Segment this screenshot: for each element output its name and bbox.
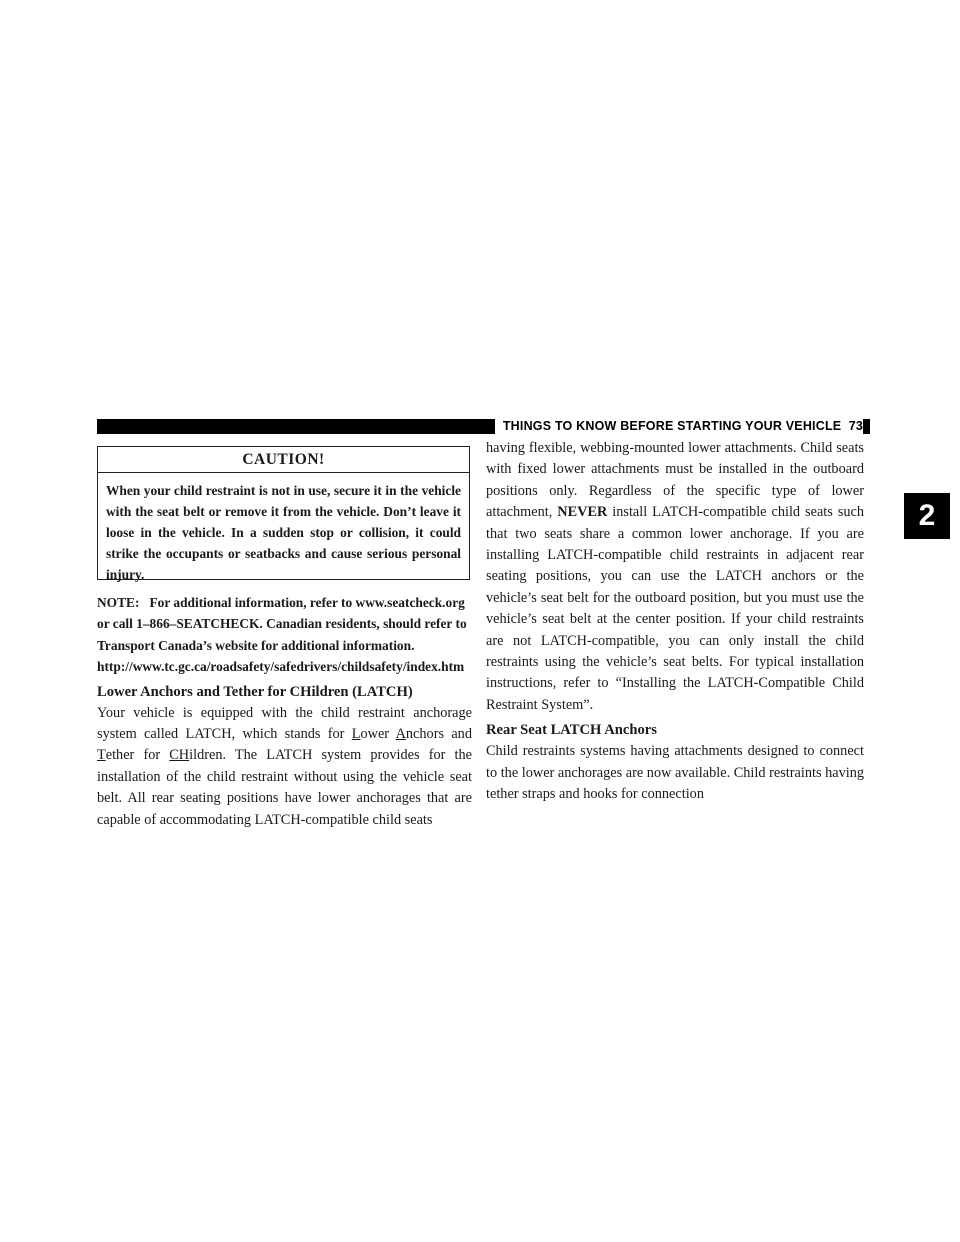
latch-text-continued: ildren. The LATCH system provides for the installation of the child restraint without using the vehicle seat belt. All rear seating positions have lower anchorages that are capable of accommodating LATCH-compatible child seats [97, 747, 472, 828]
caution-title: CAUTION! [98, 447, 469, 473]
right-column [486, 438, 864, 806]
caution-body: When your child restraint is not in use, secure it in the vehicle with the seat belt or remove it from the vehicle. Don’t leave it loose in the vehicle. In a sudden stop or collision, it could strike the occupants or seatbacks and cause serious personal injury. [106, 483, 461, 582]
caution-box [97, 446, 470, 580]
acronym-a: A [395, 726, 406, 743]
latch-word-ower: ower [360, 726, 396, 743]
note-label: NOTE: [97, 595, 140, 610]
chapter-tab: 2 [904, 493, 950, 539]
running-header [495, 416, 863, 437]
page-number: 73 [848, 419, 863, 433]
latch-paragraph-continued: having flexible, webbing-mounted lower attachments. Child seats with fixed lower attachments must be installed in the outboard positions only. Regardless of the specific type of lower attachment, NEVER install LATCH-compatible child seats such that two seats share a common lower anchorage. If you are installing LATCH-compatible child restraints in adjacent rear seating positions, you can use the LATCH anchors or the vehicle’s seat belt for the outboard position, but you must use the vehicle’s seat belt at the center position. If your child restraints are not LATCH-compatible, you can only install the child restraints using the vehicle’s seat belts. For typical installation instructions, refer to “Installing the LATCH-Compatible Child Restraint System”. [486, 440, 865, 713]
latch-text-start: Your vehicle is equipped with the child restraint anchorage system called LATCH, which stands for [97, 704, 472, 743]
latch-heading: Lower Anchors and Tether for CHildren (LATCH) [97, 683, 413, 700]
header-title: THINGS TO KNOW BEFORE STARTING YOUR VEHICLE [502, 419, 842, 433]
acronym-ch: CH [169, 747, 190, 764]
rear-seat-paragraph: Child restraints systems having attachments designed to connect to the lower anchorages are now available. Child restraints having tether straps and hooks for connection [486, 743, 864, 803]
latch-paragraph [97, 703, 472, 831]
rear-seat-heading: Rear Seat LATCH Anchors [486, 722, 657, 739]
note [97, 592, 472, 678]
latch-word-ether: ether for [105, 747, 170, 764]
latch-word-nchors: nchors and [405, 726, 472, 743]
acronym-l: L [351, 726, 361, 743]
left-column [97, 592, 472, 831]
acronym-t: T [97, 747, 106, 764]
note-text: For additional information, refer to www.seatcheck.org or call 1–866–SEATCHECK. Canadian residents, should refer to Transport Canada’s website for additional information. http://www.tc.gc.ca/roadsafety/safedrivers/childsafety/index.htm [97, 595, 467, 675]
